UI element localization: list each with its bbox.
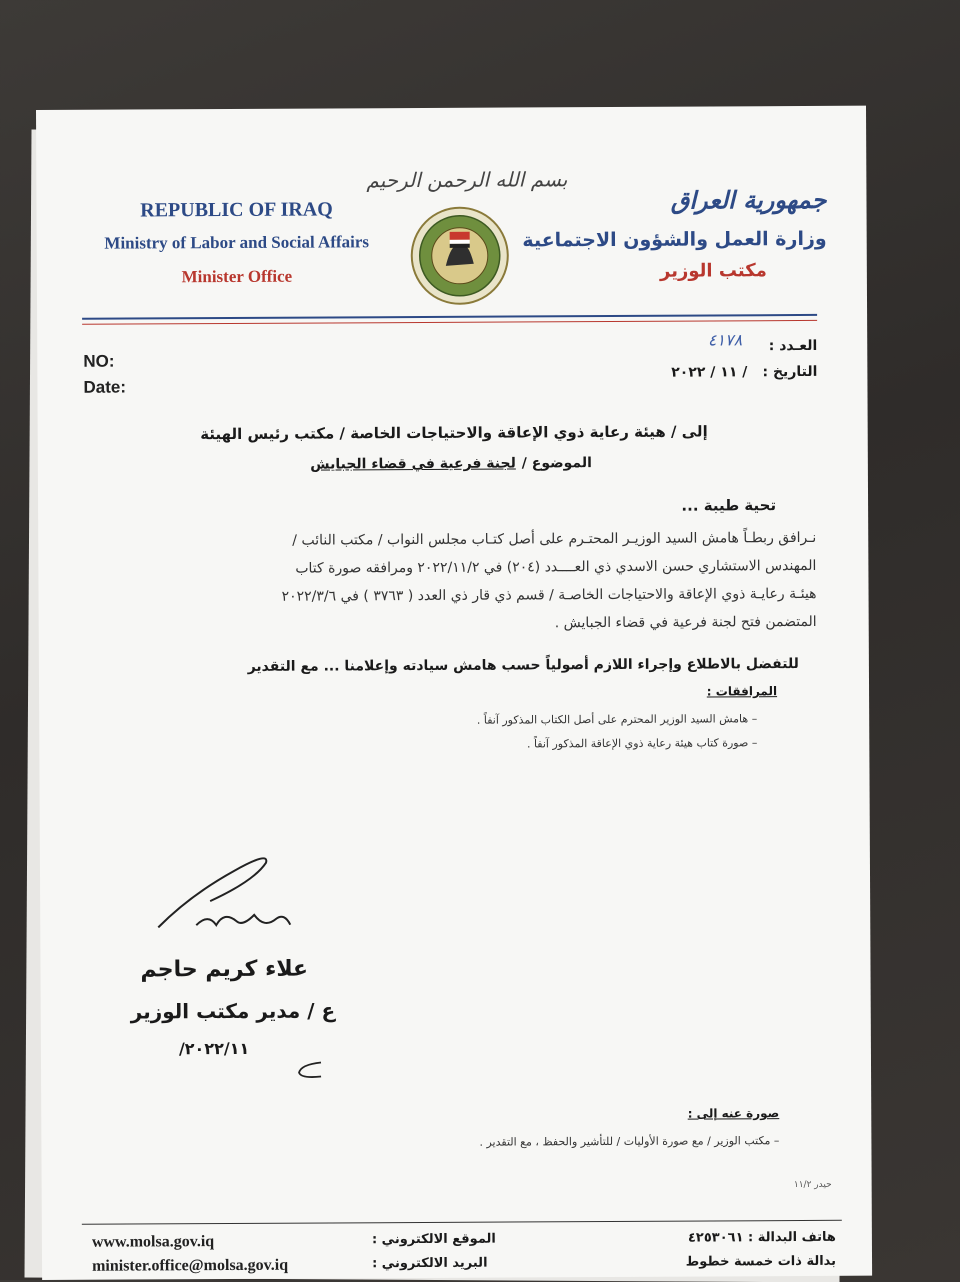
request-line: للتفضل بالاطلاع وإجراء اللازم أصولياً حسب هامش سيادته وإعلامنا ... مع التقدير [247, 656, 799, 675]
signatory-name: علاء كريم حاجم [140, 956, 309, 983]
attachments-label: المرافقات : [706, 684, 778, 699]
basmala: بسم الله الرحمن الرحيم [366, 167, 568, 193]
subject-value: لجنة فرعية في قضاء الجبايش [310, 455, 516, 473]
ministry-seal-icon [410, 206, 511, 307]
footer-email-label: البريد الالكتروني : [372, 1255, 488, 1272]
signatory-title: ع / مدير مكتب الوزير [130, 998, 336, 1024]
date-scribble [291, 1058, 331, 1082]
footer-email: minister.office@molsa.gov.iq [92, 1256, 289, 1275]
footer-phone: هاتف البدالة : ٤٢٥٣٠٦١ [687, 1229, 836, 1246]
paragraph-line-4: المتضمن فتح لجنة فرعية في قضاء الجبايش . [554, 613, 817, 632]
ar-country: جمهورية العراق [670, 185, 827, 215]
footer-website: www.molsa.gov.iq [91, 1233, 215, 1251]
greeting: تحية طيبة ... [681, 496, 777, 515]
header-rule-blue [82, 314, 817, 320]
ar-office: مكتب الوزير [659, 260, 767, 282]
paragraph-line-1: نـرافق ربطـاً هامش السيد الوزيـر المحتـرم على أصل كتـاب مجلس النواب / مكتب النائب / [292, 529, 817, 549]
paragraph-line-2: المهندس الاستشاري حسن الاسدي ذي العــــدد (٢٠٤) في ٢٠٢٢/١١/٢ ومرافقه صورة كتاب [295, 557, 817, 577]
footer-lines-note: بدالة ذات خمسة خطوط [685, 1253, 837, 1270]
no-label-en: NO: [83, 351, 115, 371]
no-value: ٤١٧٨ [707, 330, 743, 350]
en-ministry: Ministry of Labor and Social Affairs [104, 232, 370, 253]
footer-rule [82, 1220, 842, 1225]
paragraph-line-3: هيئـة رعايـة ذوي الإعاقة والاحتياجات الخاصـة / قسم ذي قار ذي العدد ( ٣٧٦٣ ) في ٢٠٢٢/٣/٦ [281, 585, 817, 605]
en-office: Minister Office [181, 266, 293, 287]
header-rule-red [82, 320, 817, 325]
attachment-item: – صورة كتاب هيئة رعاية ذوي الإعاقة المذكور آنفاً . [526, 736, 758, 751]
attachment-item: – هامش السيد الوزير المحترم على أصل الكتاب المذكور آنفاً . [476, 712, 758, 727]
handwritten-signature [150, 829, 321, 940]
no-label-ar: العـدد : [768, 337, 818, 355]
recipient-line: إلى / هيئة رعاية ذوي الإعاقة والاحتياجات الخاصة / مكتب رئيس الهيئة [200, 422, 708, 444]
letter-page [36, 106, 872, 1280]
signature-date: ٢٠٢٢/١١/ [178, 1038, 250, 1059]
date-label-en: Date: [83, 377, 127, 397]
en-country: REPUBLIC OF IRAQ [140, 198, 333, 222]
typist-note: حيدر ١١/٢ [793, 1179, 832, 1191]
subject-label: الموضوع / [521, 455, 592, 472]
copy-to-label: صورة عنه إلى : [687, 1106, 780, 1121]
date-value: / ١١ / ٢٠٢٢ [671, 364, 748, 381]
copy-to-item: – مكتب الوزير / مع صورة الأوليات / للتأشير والحفظ ، مع التقدير . [479, 1134, 780, 1149]
ar-ministry: وزارة العمل والشؤون الاجتماعية [522, 227, 827, 252]
footer-website-label: الموقع الالكتروني : [371, 1231, 496, 1248]
date-label-ar: التاريخ : [762, 363, 818, 381]
